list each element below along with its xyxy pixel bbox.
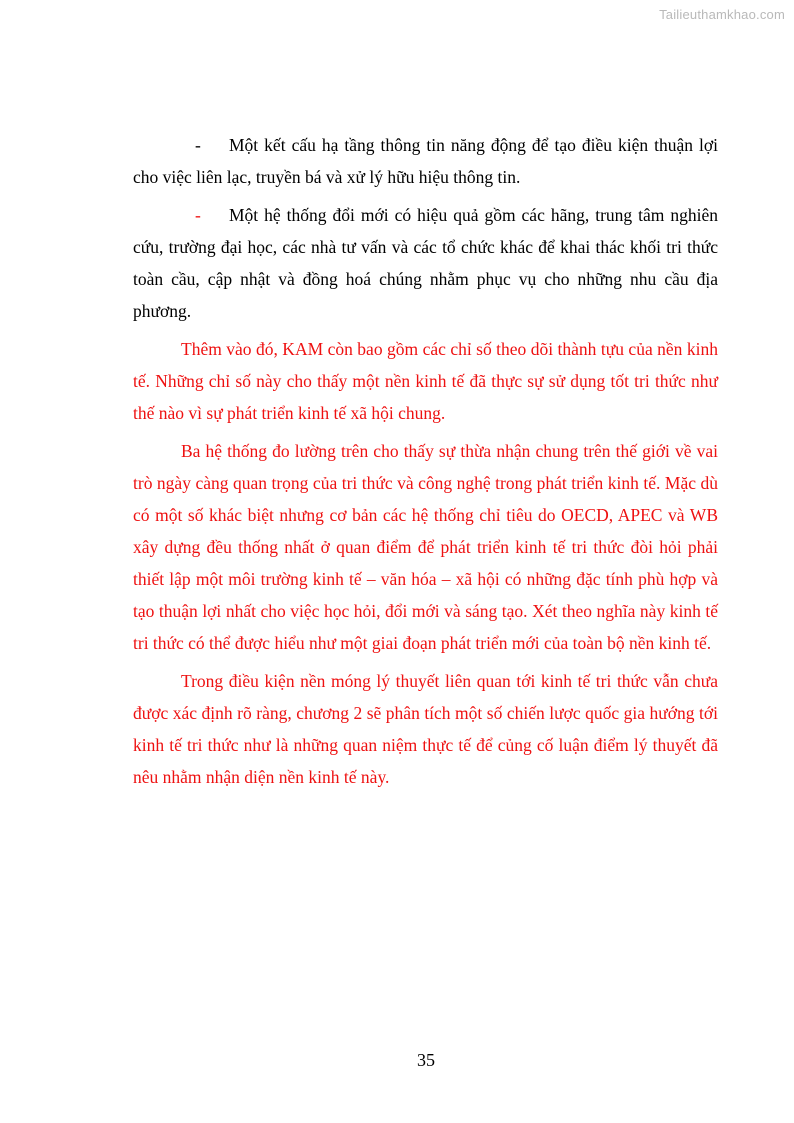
bullet-item [133,129,718,193]
paragraph: Trong điều kiện nền móng lý thuyết liên quan tới kinh tế tri thức vẫn chưa được xác định rõ ràng, chương 2 sẽ phân tích một số chiến lược quốc gia hướng tới kinh tế tri thức như là những quan niệm thực tế để củng cố luận điểm lý thuyết đã nêu nhằm nhận diện nền kinh tế này. [133,671,718,787]
bullet-text: Một kết cấu hạ tầng thông tin năng động để tạo điều kiện thuận lợi cho việc liên lạc, truyền bá và xử lý hữu hiệu thông tin. [133,135,718,187]
page-number: 35 [417,1050,435,1070]
bullet-text: Một hệ thống đổi mới có hiệu quả gồm các hãng, trung tâm nghiên cứu, trường đại học, các nhà tư vấn và các tổ chức khác để khai thác khối tri thức toàn cầu, cập nhật và đồng hoá chúng nhằm phục vụ cho những nhu cầu địa phương. [133,205,718,321]
bullet-item [133,199,718,327]
bullet-dash: - [195,205,201,225]
page-body [133,129,718,799]
paragraph: Thêm vào đó, KAM còn bao gồm các chỉ số theo dõi thành tựu của nền kinh tế. Những chỉ số này cho thấy một nền kinh tế đã thực sự sử dụng tốt tri thức như thế nào vì sự phát triển kinh tế xã hội chung. [133,339,718,423]
bullet-dash: - [195,135,201,155]
paragraph: Ba hệ thống đo lường trên cho thấy sự thừa nhận chung trên thế giới về vai trò ngày càng quan trọng của tri thức và công nghệ trong phát triển kinh tế. Mặc dù có một số khác biệt nhưng cơ bản các hệ thống chỉ tiêu do OECD, APEC và WB xây dựng đều thống nhất ở quan điểm để phát triển kinh tế tri thức đòi hỏi phải thiết lập một môi trường kinh tế – văn hóa – xã hội có những đặc tính phù hợp và tạo thuận lợi nhất cho việc học hỏi, đổi mới và sáng tạo. Xét theo nghĩa này kinh tế tri thức có thể được hiểu như một giai đoạn phát triển mới của toàn bộ nền kinh tế. [133,441,718,653]
watermark: Tailieuthamkhao.com [659,7,785,22]
